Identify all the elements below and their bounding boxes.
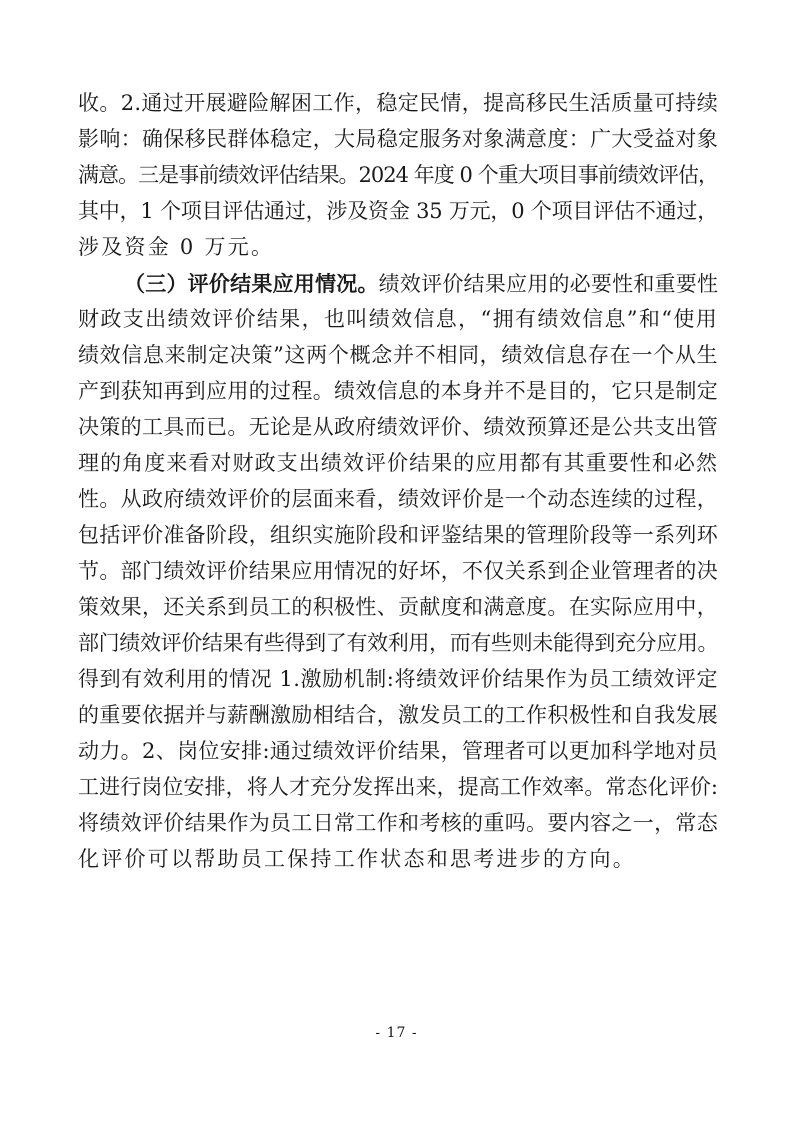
text-line: 性。从政府绩效评价的层面来看，绩效评价是一个动态连续的过程， xyxy=(78,487,718,511)
text-line: 财政支出绩效评价结果，也叫绩效信息，“拥有绩效信息”和“使用 xyxy=(78,307,718,331)
text-line: 策效果，还关系到员工的积极性、贡献度和满意度。在实际应用中， xyxy=(78,595,718,619)
text-line: 产到获知再到应用的过程。绩效信息的本身并不是目的，它只是制定 xyxy=(78,379,718,403)
text-line: 满意。三是事前绩效评估结果。2024 年度 0 个重大项目事前绩效评估， xyxy=(78,163,718,187)
page-number: - 17 - xyxy=(375,1025,418,1041)
text-line: 收。2.通过开展避险解困工作，稳定民情，提高移民生活质量可持续 xyxy=(78,91,718,115)
text-line: 包括评价准备阶段，组织实施阶段和评鉴结果的管理阶段等一系列环 xyxy=(78,523,718,547)
text-line: 影响：确保移民群体稳定，大局稳定服务对象满意度：广大受益对象 xyxy=(78,127,718,151)
text-line: 将绩效评价结果作为员工日常工作和考核的重吗。要内容之一，常态 xyxy=(78,811,718,835)
section-first-line-text: 绩效评价结果应用的必要性和重要性 xyxy=(378,272,719,296)
text-line: 决策的工具而已。无论是从政府绩效评价、绩效预算还是公共支出管 xyxy=(78,415,718,439)
document-body xyxy=(78,93,718,885)
text-line: 得到有效利用的情况 1.激励机制:将绩效评价结果作为员工绩效评定 xyxy=(78,667,718,691)
section-heading: （三）评价结果应用情况。 xyxy=(124,271,379,296)
text-line: 的重要依据并与薪酬激励相结合，激发员工的工作积极性和自我发展 xyxy=(78,703,718,727)
text-line: 节。部门绩效评价结果应用情况的好坏，不仅关系到企业管理者的决 xyxy=(78,559,718,583)
text-line: 化评价可以帮助员工保持工作状态和思考进步的方向。 xyxy=(78,847,636,871)
text-line: 动力。2、岗位安排:通过绩效评价结果，管理者可以更加科学地对员 xyxy=(78,739,718,763)
text-line: 绩效信息来制定决策”这两个概念并不相同，绩效信息存在一个从生 xyxy=(78,343,718,367)
section-heading-line xyxy=(78,273,718,294)
text-line: 工进行岗位安排，将人才充分发挥出来，提高工作效率。常态化评价: xyxy=(78,775,718,799)
text-line: 部门绩效评价结果有些得到了有效利用，而有些则未能得到充分应用。 xyxy=(78,631,718,655)
text-line: 涉及资金 0 万元。 xyxy=(78,235,275,259)
text-line: 其中，1 个项目评估通过，涉及资金 35 万元，0 个项目评估不通过， xyxy=(78,199,718,223)
text-line: 理的角度来看对财政支出绩效评价结果的应用都有其重要性和必然 xyxy=(78,451,718,475)
